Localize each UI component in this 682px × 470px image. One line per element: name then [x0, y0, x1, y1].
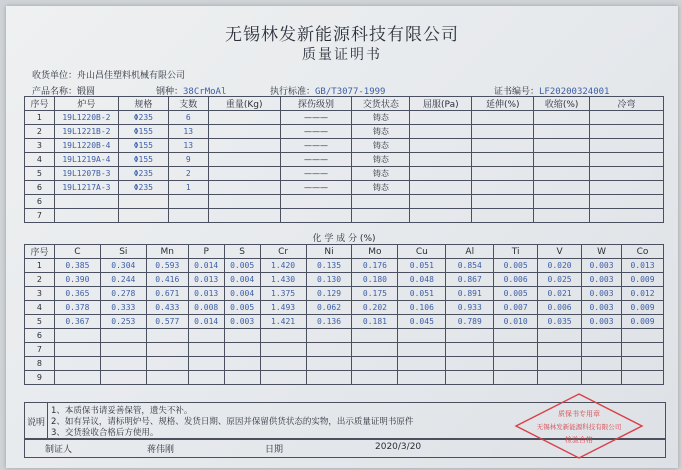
spec-cell — [118, 195, 168, 209]
chem-section-title: 化 学 成 分 (%) — [312, 234, 376, 244]
empty-cell — [590, 167, 664, 181]
product-header-cell: 交货状态 — [352, 97, 410, 111]
spec-cell: Φ155 — [118, 139, 168, 153]
heat-number-cell: 19L1220B-2 — [54, 111, 118, 125]
element-value-cell — [306, 329, 352, 343]
element-value-cell — [582, 357, 622, 371]
empty-cell — [410, 125, 472, 139]
flaw-level-cell: ——— — [280, 153, 352, 167]
element-value-cell: 0.365 — [54, 287, 100, 301]
empty-cell — [472, 125, 534, 139]
product-row — [25, 195, 664, 209]
row-number-cell: 2 — [25, 273, 55, 287]
element-value-cell — [260, 343, 306, 357]
element-value-cell — [494, 343, 538, 357]
spec-cell: Φ235 — [118, 111, 168, 125]
element-value-cell — [188, 357, 224, 371]
empty-cell — [590, 209, 664, 223]
element-value-cell — [188, 329, 224, 343]
element-value-cell — [352, 329, 398, 343]
element-value-cell: 0.013 — [621, 259, 663, 273]
chemistry-row — [25, 287, 664, 301]
empty-cell — [534, 209, 590, 223]
chemistry-header-cell: S — [224, 245, 260, 259]
element-value-cell: 0.051 — [398, 287, 446, 301]
notes-divider — [47, 403, 48, 439]
weight-cell — [208, 139, 280, 153]
element-value-cell — [54, 329, 100, 343]
element-value-cell: 0.867 — [446, 273, 494, 287]
element-value-cell — [621, 371, 663, 385]
element-value-cell: 0.008 — [188, 301, 224, 315]
element-value-cell — [100, 343, 146, 357]
product-header-cell: 支数 — [168, 97, 208, 111]
customer-value: 舟山昌佳塑料机械有限公司 — [77, 71, 186, 81]
element-value-cell — [582, 371, 622, 385]
element-value-cell — [352, 343, 398, 357]
company-name: 无锡林发新能源科技有限公司 — [225, 25, 459, 45]
empty-cell — [590, 125, 664, 139]
element-value-cell: 0.577 — [146, 315, 188, 329]
element-value-cell — [538, 329, 582, 343]
element-value-cell: 0.051 — [398, 259, 446, 273]
element-value-cell — [306, 371, 352, 385]
product-table-header — [25, 97, 664, 111]
product-header-cell: 规格 — [118, 97, 168, 111]
weight-cell — [208, 153, 280, 167]
element-value-cell: 0.014 — [188, 259, 224, 273]
element-value-cell: 0.593 — [146, 259, 188, 273]
element-value-cell — [224, 371, 260, 385]
element-value-cell — [352, 371, 398, 385]
element-value-cell: 0.003 — [582, 259, 622, 273]
empty-cell — [590, 139, 664, 153]
count-cell: 2 — [168, 167, 208, 181]
element-value-cell: 0.013 — [188, 273, 224, 287]
empty-cell — [410, 181, 472, 195]
element-value-cell — [398, 357, 446, 371]
delivery-state-cell: 铸态 — [352, 139, 410, 153]
row-number-cell: 8 — [25, 357, 55, 371]
element-value-cell: 1.375 — [260, 287, 306, 301]
row-number-cell: 6 — [25, 195, 55, 209]
element-value-cell: 0.671 — [146, 287, 188, 301]
empty-cell — [590, 181, 664, 195]
element-value-cell — [100, 357, 146, 371]
inspection-stamp — [514, 392, 644, 460]
count-cell — [168, 195, 208, 209]
row-number-cell: 4 — [25, 301, 55, 315]
element-value-cell: 0.202 — [352, 301, 398, 315]
spec-cell: Φ235 — [118, 167, 168, 181]
chemistry-row — [25, 315, 664, 329]
heat-number-cell: 19L1207B-3 — [54, 167, 118, 181]
element-value-cell: 0.005 — [494, 259, 538, 273]
heat-number-cell — [54, 209, 118, 223]
standard-value: GB/T3077-1999 — [315, 87, 386, 97]
chemistry-row — [25, 343, 664, 357]
element-value-cell: 0.433 — [146, 301, 188, 315]
chemistry-header-cell: W — [582, 245, 622, 259]
count-cell — [168, 209, 208, 223]
empty-cell — [472, 111, 534, 125]
element-value-cell — [538, 343, 582, 357]
element-value-cell — [494, 357, 538, 371]
element-value-cell: 0.035 — [538, 315, 582, 329]
product-label: 产品名称： — [32, 87, 78, 97]
element-value-cell: 0.253 — [100, 315, 146, 329]
flaw-level-cell: ——— — [280, 181, 352, 195]
steel-label: 钢种： — [156, 87, 184, 97]
product-header-cell: 延伸(%) — [472, 97, 534, 111]
element-value-cell — [446, 371, 494, 385]
empty-cell — [534, 181, 590, 195]
empty-cell — [410, 139, 472, 153]
flaw-level-cell: ——— — [280, 125, 352, 139]
element-value-cell — [224, 329, 260, 343]
element-value-cell: 0.009 — [621, 273, 663, 287]
chemistry-table — [24, 244, 664, 385]
empty-cell — [534, 153, 590, 167]
empty-cell — [590, 195, 664, 209]
empty-cell — [472, 195, 534, 209]
flaw-level-cell: ——— — [280, 167, 352, 181]
element-value-cell: 0.012 — [621, 287, 663, 301]
element-value-cell — [260, 329, 306, 343]
element-value-cell: 0.891 — [446, 287, 494, 301]
weight-cell — [208, 111, 280, 125]
delivery-state-cell: 铸态 — [352, 153, 410, 167]
heat-number-cell — [54, 195, 118, 209]
product-row — [25, 167, 664, 181]
empty-cell — [590, 111, 664, 125]
row-number-cell: 1 — [25, 259, 55, 273]
row-number-cell: 5 — [25, 315, 55, 329]
element-value-cell: 1.493 — [260, 301, 306, 315]
element-value-cell: 0.129 — [306, 287, 352, 301]
element-value-cell: 0.045 — [398, 315, 446, 329]
empty-cell — [410, 195, 472, 209]
element-value-cell — [446, 343, 494, 357]
element-value-cell: 0.135 — [306, 259, 352, 273]
empty-cell — [472, 153, 534, 167]
element-value-cell: 0.130 — [306, 273, 352, 287]
empty-cell — [410, 111, 472, 125]
chemistry-row — [25, 259, 664, 273]
element-value-cell: 1.421 — [260, 315, 306, 329]
element-value-cell: 0.933 — [446, 301, 494, 315]
element-value-cell: 0.004 — [224, 287, 260, 301]
element-value-cell — [621, 329, 663, 343]
date-value: 2020/3/20 — [375, 442, 422, 452]
element-value-cell: 0.416 — [146, 273, 188, 287]
element-value-cell — [54, 357, 100, 371]
weight-cell — [208, 167, 280, 181]
customer-label: 收货单位： — [32, 71, 78, 81]
element-value-cell — [54, 371, 100, 385]
maker-name: 蒋伟刚 — [147, 445, 175, 455]
count-cell: 13 — [168, 139, 208, 153]
flaw-level-cell: ——— — [280, 111, 352, 125]
element-value-cell: 0.176 — [352, 259, 398, 273]
chemistry-header-cell: Al — [446, 245, 494, 259]
product-header-cell: 收缩(%) — [534, 97, 590, 111]
element-value-cell — [398, 329, 446, 343]
product-header-cell: 冷弯 — [590, 97, 664, 111]
element-value-cell — [188, 343, 224, 357]
element-value-cell — [146, 343, 188, 357]
element-value-cell — [100, 329, 146, 343]
element-value-cell: 0.136 — [306, 315, 352, 329]
row-number-cell: 3 — [25, 139, 55, 153]
heat-number-cell: 19L1221B-2 — [54, 125, 118, 139]
product-header-cell: 探伤级别 — [280, 97, 352, 111]
element-value-cell: 1.430 — [260, 273, 306, 287]
customer-line — [32, 68, 185, 81]
empty-cell — [410, 167, 472, 181]
heat-number-cell: 19L1219A-4 — [54, 153, 118, 167]
element-value-cell: 0.009 — [621, 301, 663, 315]
product-row — [25, 153, 664, 167]
element-value-cell — [494, 329, 538, 343]
product-header-cell: 炉号 — [54, 97, 118, 111]
element-value-cell: 0.009 — [621, 315, 663, 329]
element-value-cell: 0.048 — [398, 273, 446, 287]
chemistry-row — [25, 329, 664, 343]
spec-cell — [118, 209, 168, 223]
row-number-cell: 1 — [25, 111, 55, 125]
element-value-cell: 0.304 — [100, 259, 146, 273]
element-value-cell — [582, 343, 622, 357]
row-number-cell: 5 — [25, 167, 55, 181]
note-line-2: 2、如有异议，请标明炉号、规格、发货日期、原因并保留供货状态的实物，出示质量证明书原件 — [51, 417, 414, 427]
empty-cell — [534, 139, 590, 153]
empty-cell — [534, 195, 590, 209]
element-value-cell — [582, 329, 622, 343]
element-value-cell: 0.367 — [54, 315, 100, 329]
note-line-1: 1、本质保书请妥善保管，遗失不补。 — [51, 406, 193, 416]
chemistry-header-cell: Mo — [352, 245, 398, 259]
empty-cell — [472, 181, 534, 195]
delivery-state-cell: 铸态 — [352, 167, 410, 181]
chemistry-header-cell: Ti — [494, 245, 538, 259]
product-table — [24, 96, 664, 223]
count-cell: 6 — [168, 111, 208, 125]
delivery-state-cell: 铸态 — [352, 181, 410, 195]
empty-cell — [410, 209, 472, 223]
element-value-cell — [306, 357, 352, 371]
count-cell: 1 — [168, 181, 208, 195]
element-value-cell — [398, 371, 446, 385]
heat-number-cell: 19L1220B-4 — [54, 139, 118, 153]
row-number-cell: 9 — [25, 371, 55, 385]
element-value-cell — [188, 371, 224, 385]
flaw-level-cell — [280, 195, 352, 209]
standard-label: 执行标准： — [270, 87, 316, 97]
cert-label: 证书编号： — [494, 87, 540, 97]
empty-cell — [590, 153, 664, 167]
element-value-cell: 0.005 — [494, 287, 538, 301]
element-value-cell: 0.789 — [446, 315, 494, 329]
spec-cell: Φ235 — [118, 181, 168, 195]
note-line-3: 3、交货验收合格后方使用。 — [51, 428, 159, 438]
chemistry-table-header — [25, 245, 664, 259]
delivery-state-cell: 铸态 — [352, 111, 410, 125]
element-value-cell: 0.390 — [54, 273, 100, 287]
product-header-cell: 重量(Kg) — [208, 97, 280, 111]
maker-label: 制证人 — [45, 445, 73, 455]
element-value-cell — [352, 357, 398, 371]
product-row — [25, 111, 664, 125]
delivery-state-cell — [352, 195, 410, 209]
row-number-cell: 7 — [25, 209, 55, 223]
chemistry-header-cell: Ni — [306, 245, 352, 259]
element-value-cell: 0.013 — [188, 287, 224, 301]
chemistry-header-cell: P — [188, 245, 224, 259]
count-cell: 9 — [168, 153, 208, 167]
product-row — [25, 181, 664, 195]
element-value-cell: 0.278 — [100, 287, 146, 301]
element-value-cell: 0.014 — [188, 315, 224, 329]
element-value-cell — [306, 343, 352, 357]
element-value-cell: 0.062 — [306, 301, 352, 315]
element-value-cell: 0.181 — [352, 315, 398, 329]
empty-cell — [410, 153, 472, 167]
element-value-cell — [446, 357, 494, 371]
delivery-state-cell: 铸态 — [352, 125, 410, 139]
chemistry-header-cell: C — [54, 245, 100, 259]
empty-cell — [534, 167, 590, 181]
element-value-cell — [538, 371, 582, 385]
empty-cell — [472, 139, 534, 153]
chemistry-header-cell: 序号 — [25, 245, 55, 259]
weight-cell — [208, 125, 280, 139]
element-value-cell: 0.010 — [494, 315, 538, 329]
element-value-cell: 0.006 — [494, 273, 538, 287]
element-value-cell: 0.005 — [224, 259, 260, 273]
product-header-cell: 屈服(Pa) — [410, 97, 472, 111]
element-value-cell: 0.385 — [54, 259, 100, 273]
element-value-cell — [398, 343, 446, 357]
chemistry-header-cell: Si — [100, 245, 146, 259]
element-value-cell: 0.333 — [100, 301, 146, 315]
delivery-state-cell — [352, 209, 410, 223]
element-value-cell — [446, 329, 494, 343]
chemistry-row — [25, 357, 664, 371]
product-row — [25, 139, 664, 153]
element-value-cell — [100, 371, 146, 385]
element-value-cell: 0.180 — [352, 273, 398, 287]
row-number-cell: 4 — [25, 153, 55, 167]
weight-cell — [208, 181, 280, 195]
flaw-level-cell: ——— — [280, 139, 352, 153]
empty-cell — [534, 125, 590, 139]
element-value-cell: 0.020 — [538, 259, 582, 273]
weight-cell — [208, 195, 280, 209]
element-value-cell: 0.003 — [582, 287, 622, 301]
heat-number-cell: 19L1217A-3 — [54, 181, 118, 195]
cert-value: LF20200324001 — [539, 87, 610, 97]
date-label: 日期 — [265, 445, 284, 455]
product-row — [25, 209, 664, 223]
element-value-cell: 0.854 — [446, 259, 494, 273]
empty-cell — [472, 167, 534, 181]
count-cell: 13 — [168, 125, 208, 139]
element-value-cell — [224, 357, 260, 371]
flaw-level-cell — [280, 209, 352, 223]
element-value-cell: 0.003 — [582, 273, 622, 287]
element-value-cell — [621, 343, 663, 357]
stamp-line-2: 无锡林发新能源科技有限公司 — [536, 423, 622, 431]
chemistry-header-cell: Cr — [260, 245, 306, 259]
element-value-cell — [54, 343, 100, 357]
stamp-line-3: 检验合格 — [565, 436, 593, 444]
element-value-cell: 0.021 — [538, 287, 582, 301]
element-value-cell: 0.244 — [100, 273, 146, 287]
element-value-cell: 0.003 — [224, 315, 260, 329]
element-value-cell — [260, 371, 306, 385]
row-number-cell: 7 — [25, 343, 55, 357]
chemistry-header-cell: Mn — [146, 245, 188, 259]
chemistry-header-cell: V — [538, 245, 582, 259]
product-header-cell: 序号 — [25, 97, 55, 111]
element-value-cell: 0.005 — [224, 301, 260, 315]
chemistry-header-cell: Cu — [398, 245, 446, 259]
element-value-cell — [146, 357, 188, 371]
notes-label: 说明 — [27, 418, 46, 428]
document-title: 质量证明书 — [302, 47, 382, 63]
element-value-cell: 0.004 — [224, 273, 260, 287]
chemistry-header-cell: Co — [621, 245, 663, 259]
element-value-cell — [146, 329, 188, 343]
row-number-cell: 2 — [25, 125, 55, 139]
element-value-cell: 0.003 — [582, 301, 622, 315]
certificate-paper — [6, 6, 678, 468]
row-number-cell: 6 — [25, 329, 55, 343]
row-number-cell: 6 — [25, 181, 55, 195]
element-value-cell — [621, 357, 663, 371]
element-value-cell — [260, 357, 306, 371]
chemistry-row — [25, 371, 664, 385]
element-value-cell — [224, 343, 260, 357]
product-row — [25, 125, 664, 139]
steel-value: 38CrMoAl — [183, 87, 227, 97]
stamp-line-1: 质保书专用章 — [558, 410, 600, 418]
element-value-cell: 0.003 — [582, 315, 622, 329]
product-value: 锻圆 — [77, 87, 96, 97]
empty-cell — [472, 209, 534, 223]
element-value-cell: 0.175 — [352, 287, 398, 301]
element-value-cell: 0.006 — [538, 301, 582, 315]
element-value-cell — [494, 371, 538, 385]
element-value-cell: 0.378 — [54, 301, 100, 315]
chemistry-row — [25, 273, 664, 287]
empty-cell — [534, 111, 590, 125]
spec-cell: Φ155 — [118, 125, 168, 139]
row-number-cell: 3 — [25, 287, 55, 301]
element-value-cell: 0.007 — [494, 301, 538, 315]
element-value-cell — [146, 371, 188, 385]
chemistry-row — [25, 301, 664, 315]
spec-cell: Φ155 — [118, 153, 168, 167]
weight-cell — [208, 209, 280, 223]
element-value-cell: 0.106 — [398, 301, 446, 315]
element-value-cell: 0.025 — [538, 273, 582, 287]
element-value-cell — [538, 357, 582, 371]
element-value-cell: 1.420 — [260, 259, 306, 273]
